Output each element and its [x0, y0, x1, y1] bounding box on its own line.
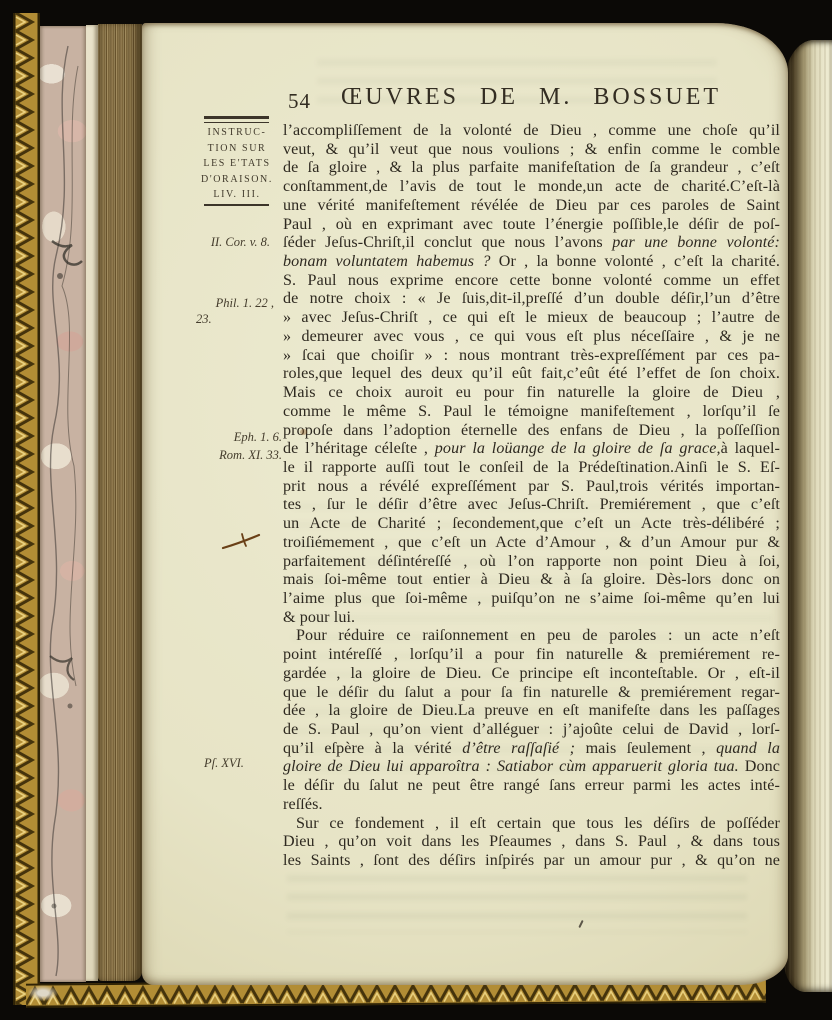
running-title-line: LES E'TATS — [203, 158, 271, 169]
flyleaf-edge — [86, 25, 98, 981]
page-header: ŒUVRES DE M. BOSSUET — [340, 84, 722, 110]
text-line: point intéreſſé , lorſqu’il a pour fin naturelle & premiérement re- — [283, 646, 780, 664]
gilt-corner-damage — [28, 985, 58, 1001]
book-page — [142, 23, 788, 985]
marbled-endpaper — [40, 26, 86, 982]
running-title-line: D'ORAISON. — [201, 173, 273, 185]
running-title — [192, 125, 282, 203]
running-title-line: TION SUR — [207, 142, 267, 154]
text-line: reſſés. — [283, 795, 323, 813]
text-line: troiſiémement , que c’eſt un Acte d’Amour , & d’un Amour pur & — [283, 533, 780, 551]
text-line: roles,que lequel des deux qu’il eût fait,c’eût été l’effet de ſon choix. — [283, 365, 780, 383]
text-line: comme le même S. Paul le témoigne manifeſtement , lorſqu’il ſe — [283, 402, 780, 420]
margin-note-eph: Eph. 1. 6. — [233, 430, 282, 444]
text-line: » demeurer avec vous , ce qui vous eſt plus néceſſaire , & je ne — [283, 327, 780, 345]
margin-rule-top — [204, 116, 269, 123]
running-title-line: LIV. III. — [213, 189, 261, 200]
text-line: les Saints , ſont des déſirs inſpirés par un amour pur , & qu’on ne — [283, 852, 780, 870]
text-line: » ſcai que choiſir » : nous montrant très-expreſſément par ces pa- — [283, 346, 780, 364]
text-line: & pour lui. — [283, 608, 356, 626]
text-line: l’accompliſſement de la volonté de Dieu , comme une choſe qu’il — [283, 122, 780, 139]
text-line: que le déſir du ſalut a pour ſa fin naturelle & premiérement regar- — [283, 683, 780, 701]
text-line: qu’il eſpère à la vérité d’être raſſaſié ; mais ſeulement , quand la — [283, 739, 780, 757]
text-line: gloire de Dieu lui apparoîtra : Satiabor cùm apparuerit gloria tua. Donc — [283, 758, 780, 776]
text-line: Pour réduire ce raiſonnement en peu de paroles : un acte n’eſt — [296, 627, 780, 645]
text-line: de notre choix : « Je ſuis,dit-il,preſſé d’un double déſir,l’un d’être — [283, 290, 780, 308]
text-line: » avec Jeſus-Chriſt , ce qui eſt le mieux de beaucoup ; l’autre de — [283, 309, 780, 327]
text-line: bonam voluntatem habemus ? Or , la bonne volonté , c’eſt la charité. — [283, 253, 780, 271]
text-line: parfaitement déſintéreſſé , où l’on rapporte non point Dieu à ſoi, — [283, 552, 780, 570]
text-line: S. Paul nous exprime encore cette bonne volonté comme un effet — [283, 271, 780, 289]
text-line: de ſa gloire , & la plus parfaite manifeſtation de ſa grandeur , c’eſt — [283, 159, 780, 177]
text-line: l’aime plus que ſoi-même , puiſqu’on ne s’aime ſoi-même qu’en lui — [283, 589, 780, 607]
text-line: le il rapporte auſſi tout le conſeil de la Prédeſtination.Ainſi le S. Eſ- — [283, 458, 780, 476]
text-line: propoſe dans l’adoption éternelle des enfans de Dieu , la poſſeſſion — [283, 421, 780, 439]
margin-note-cor: II. Cor. v. 8. — [210, 235, 270, 249]
margin-note-phil: Phil. 1. 22 , — [215, 296, 274, 310]
ink-cross-mark — [221, 528, 261, 552]
text-line: mais ſoi-même tout entier à Dieu & à ſa gloire. Dès-lors donc on — [283, 571, 780, 589]
text-line: conſtamment,de l’avis de tout le monde,un acte de charité.C’eſt-là — [283, 178, 780, 196]
text-line: dée , la gloire de Dieu.La preuve en eſt manifeſte dans les paſſages — [283, 702, 780, 720]
page-block-edges — [98, 24, 142, 981]
stray-ink-mark — [578, 920, 583, 928]
text-line: de l’héritage céleſte , pour la loüange de la gloire de ſa grace,à laquel- — [283, 440, 780, 458]
text-line: Paul , où en exprimant avec toute l’énergie poſſible,le déſir de poſ- — [283, 215, 780, 233]
page-number: 54 — [288, 89, 311, 113]
body-text — [283, 122, 780, 871]
text-line: une vérité manifeſtement révélée de Dieu par ces paroles de Saint — [283, 196, 780, 214]
text-line: gardée , la gloire de Dieu. Ce principe eſt inconteſtable. Or , eſt-il — [283, 664, 780, 682]
foxing-spot — [300, 429, 307, 435]
text-line: un Acte de Charité ; ſecondement,que c’eſt un Acte très-délibéré ; — [283, 515, 780, 533]
margin-note-phil-cont: 23. — [196, 312, 212, 326]
text-line: tes , ſur le déſir d’être avec Jeſus-Chriſt. Premiérement , que c’eſt — [283, 496, 780, 514]
margin-note-rom: Rom. XI. 33. — [219, 448, 282, 462]
text-line: le déſir du ſalut ne peut être rangé ſans erreur parmi les actes inté- — [283, 777, 780, 795]
text-line: Mais ce choix auroit eu pour fin naturelle la gloire de Dieu , — [283, 384, 780, 402]
text-line: veut, & qu’il veut que nous voulions ; & enfin comme le comble — [283, 140, 780, 158]
text-line: de S. Paul , qu’on vient d’alléguer : j’ajoûte celui de David , lorſ- — [283, 721, 780, 738]
bleed-through — [287, 875, 747, 933]
margin-note-ps: Pſ. XVI. — [204, 756, 244, 770]
gilt-border-left — [13, 13, 40, 1005]
text-line: prit nous a révélé expreſſément par S. Paul,trois vérités importan- — [283, 477, 780, 495]
text-line: ſéder Jeſus-Chriſt,il conclut que nous l’avons par une bonne volonté: — [283, 234, 780, 252]
text-line: Dieu , qu’on voit dans les Pſeaumes , dans S. Paul , & dans tous — [283, 833, 780, 851]
running-title-line: INSTRUC- — [207, 127, 267, 138]
next-page-edge — [784, 40, 832, 992]
margin-rule-bottom — [204, 204, 269, 206]
text-line: Sur ce fondement , il eſt certain que tous les déſirs de poſſéder — [296, 814, 780, 832]
